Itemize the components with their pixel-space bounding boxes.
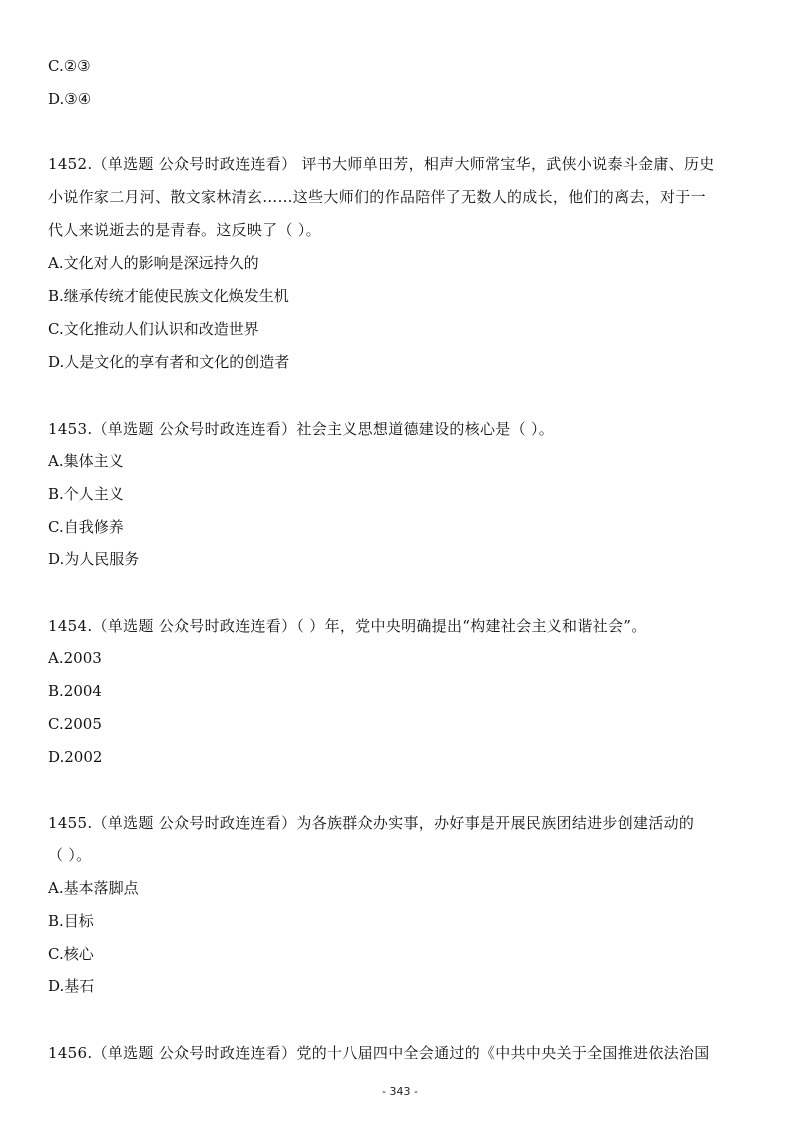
- question-1455-option-a: A.基本落脚点: [48, 879, 139, 897]
- question-1454-stem: 1454.（单选题 公众号时政连连看）（ ）年，党中央明确提出“构建社会主义和谐社会”。: [48, 617, 647, 635]
- question-1453-option-b: B.个人主义: [48, 485, 124, 503]
- question-1455-stem-line-1: 1455.（单选题 公众号时政连连看）为各族群众办实事，办好事是开展民族团结进步创建活动的: [48, 814, 695, 832]
- question-1452-stem-line-1: 1452.（单选题 公众号时政连连看） 评书大师单田芳，相声大师常宝华，武侠小说泰斗金庸、历史: [48, 155, 715, 173]
- question-1454-option-c: C.2005: [48, 715, 102, 733]
- question-1454-option-d: D.2002: [48, 748, 103, 766]
- question-1454-option-b: B.2004: [48, 682, 102, 700]
- question-1452-option-b: B.继承传统才能使民族文化焕发生机: [48, 287, 289, 305]
- question-1452-option-c: C.文化推动人们认识和改造世界: [48, 320, 259, 338]
- option-prev-c: C.②③: [48, 57, 91, 75]
- option-prev-d: D.③④: [48, 90, 92, 108]
- question-1453-option-c: C.自我修养: [48, 518, 124, 536]
- question-1453-option-a: A.集体主义: [48, 452, 124, 470]
- question-1452-option-a: A.文化对人的影响是深远持久的: [48, 254, 259, 272]
- question-1455-stem-line-2: （ ）。: [48, 846, 92, 864]
- question-1455-option-c: C.核心: [48, 945, 94, 963]
- question-1452-option-d: D.人是文化的享有者和文化的创造者: [48, 353, 290, 371]
- question-1452-stem-line-2: 小说作家二月河、散文家林清玄……这些大师们的作品陪伴了无数人的成长，他们的离去，对于一: [48, 188, 706, 206]
- question-1455-option-d: D.基石: [48, 977, 95, 995]
- question-1453-option-d: D.为人民服务: [48, 550, 140, 568]
- question-1455-option-b: B.目标: [48, 912, 94, 930]
- page-number: - 343 -: [382, 1085, 418, 1098]
- question-1452-stem-line-3: 代人来说逝去的是青春。这反映了（ ）。: [48, 221, 321, 239]
- question-1454-option-a: A.2003: [48, 649, 102, 667]
- question-1456-stem: 1456.（单选题 公众号时政连连看）党的十八届四中全会通过的《中共中央关于全国推进依法治国: [48, 1044, 710, 1062]
- question-1453-stem: 1453.（单选题 公众号时政连连看）社会主义思想道德建设的核心是（ ）。: [48, 420, 555, 438]
